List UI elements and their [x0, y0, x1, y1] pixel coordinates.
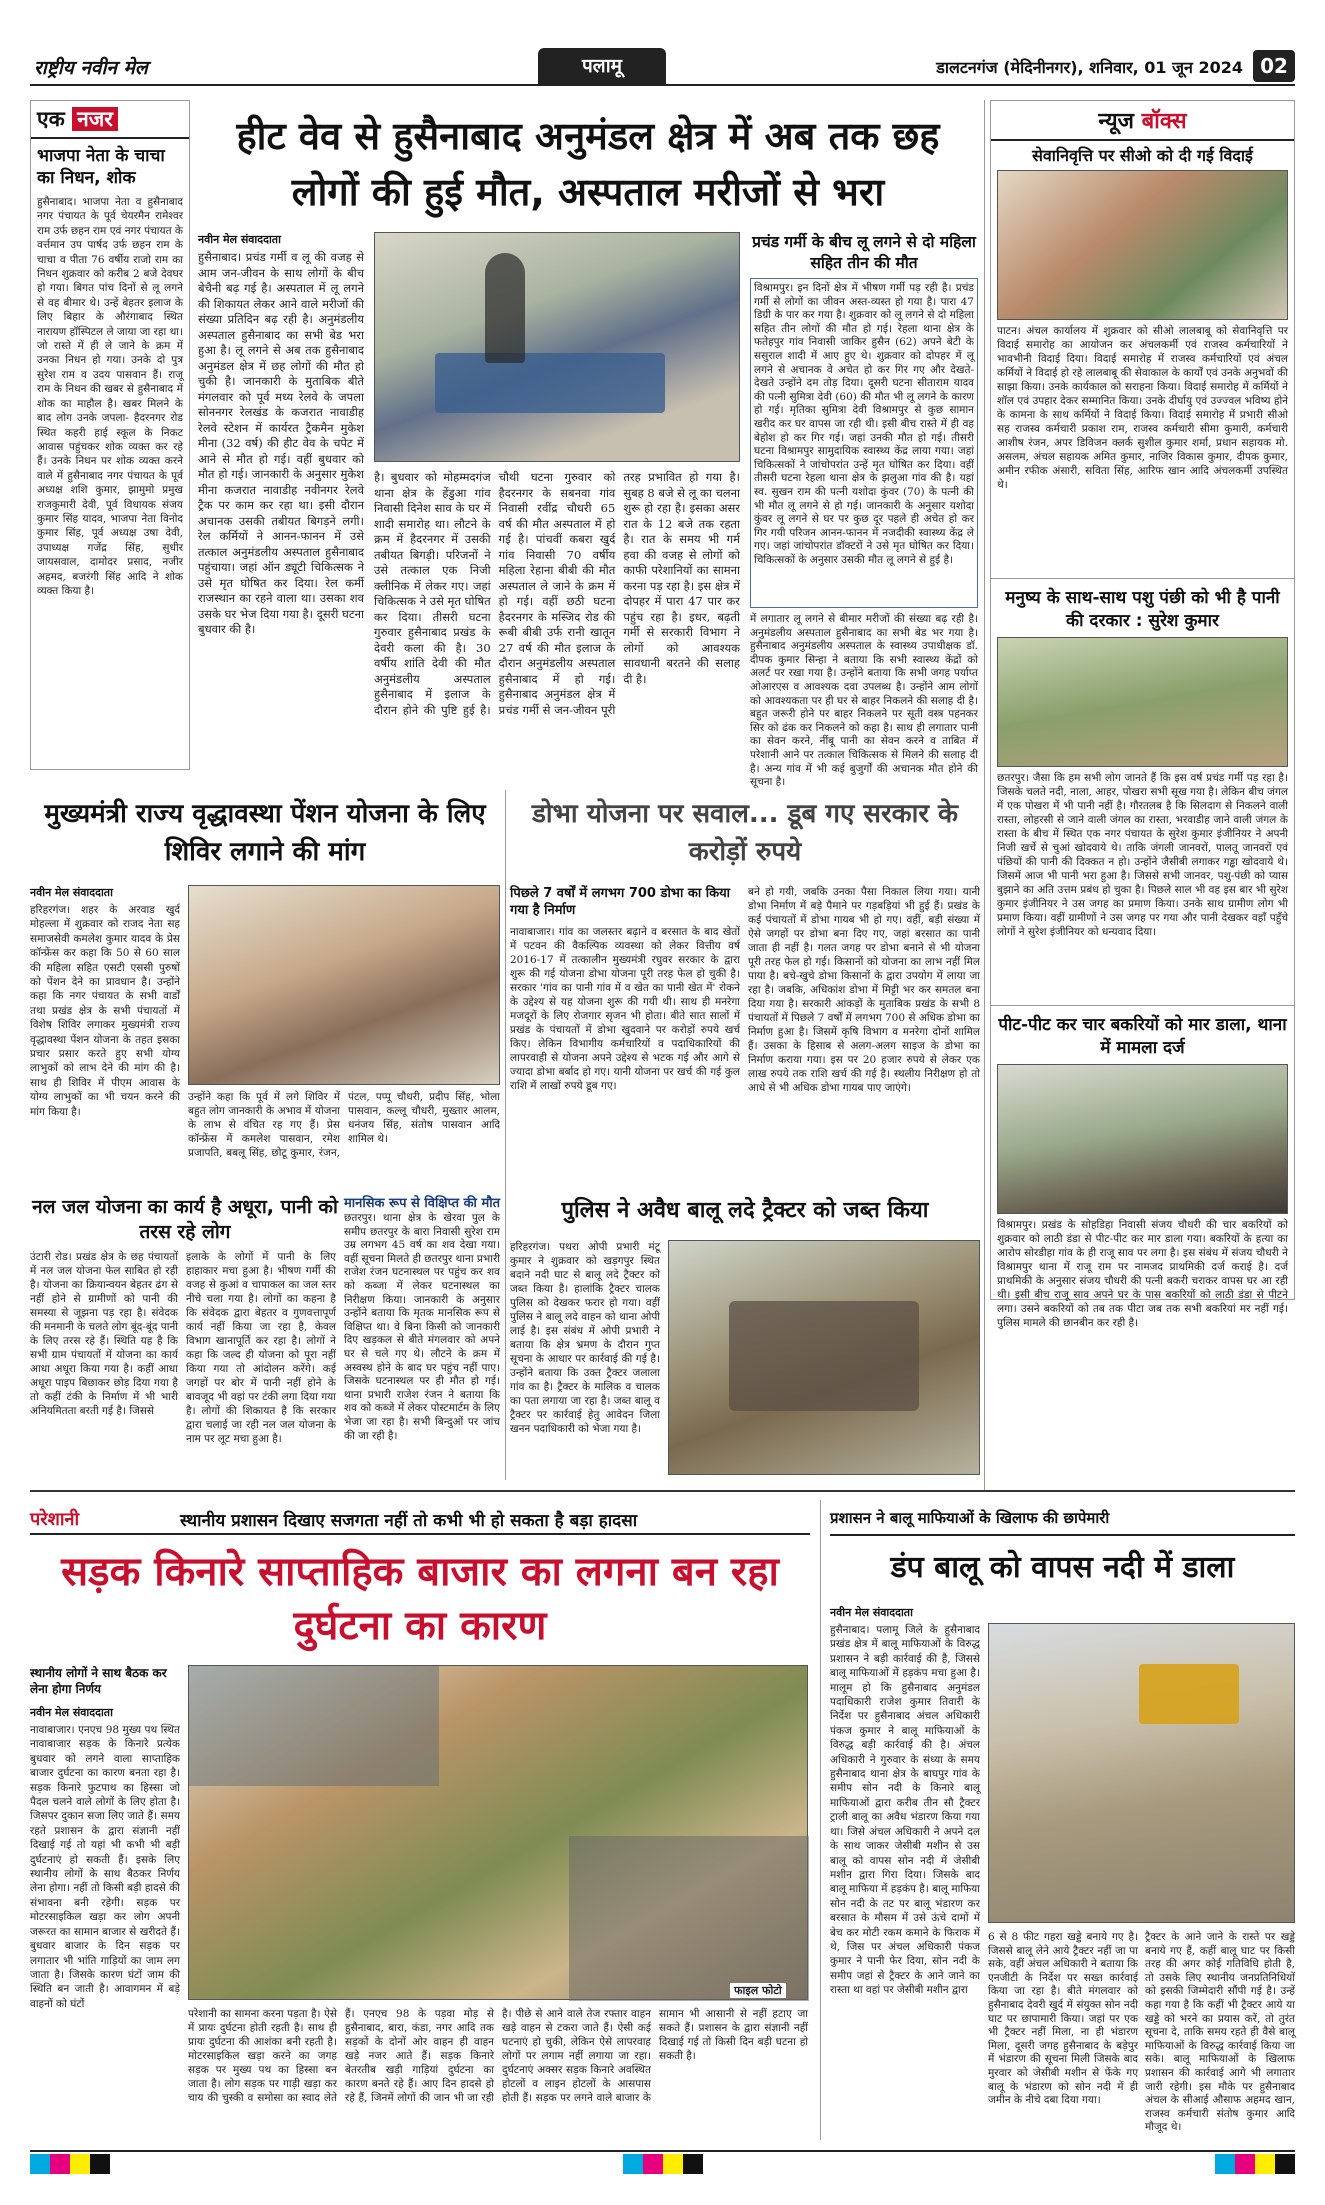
column-divider [820, 1500, 821, 2140]
column-divider [505, 790, 506, 1480]
main-body-col-2: है। बुधवार को मोहम्मदगंज थाना क्षेत्र के हेंडुआ गांव निवासी दिनेश साव के घर में शादी समारोह था। लौटने के क्रम में हैदरनगर में उसकी तबीयत बिगड़ी। परिजनों ने उसे तत्काल एक निजी क्लीनिक में लेकर गए। जहां चिकित्सक ने उसे मृत घोषित कर दिया। तीसरी घटना गुरुवार हुसैनाबाद प्रखंड के देवरी कला की है। 30 वर्षीय शांति देवी की मौत अनुमंडलीय अस्पताल हुसैनाबाद में इलाज के दौरान होने की पुष्टि हुई है। चौथी घटना गुरुवार को हैदरनगर के सबनवा गांव निवासी रवींद्र चौधरी 65 वर्ष की मौत अस्पताल में हो गई है। पांचवीं कबरा खुर्द गांव निवासी 70 वर्षीय महिला रेहाना बीबी की मौत अस्पताल ले जाने के क्रम में हो गई। वहीं छठी घटना हैदरनगर के मस्जिद रोड की रूबी बीबी उर्फ रानी खातून 27 वर्ष की मौत इलाज के दौरान अनुमंडलीय अस्पताल हुसैनाबाद में हो गई। हुसैनाबाद अनुमंडल क्षेत्र में प्रचंड गर्मी से जन-जीवन पूरी तरह प्रभावित हो गया है। सुबह 8 बजे से लू का चलना शुरू हो रहा है। इसका असर रात के 12 बजे तक रहता है। रात के समय भी गर्म हवा की वजह से लोगों को काफी परेशानियों का सामना करना पड़ रहा है। इस क्षेत्र में दोपहर में पारा 47 पार कर पहुंच रहा है। इधर, बढ़ती गर्मी से सरकारी विभाग ने लोगों को आवश्यक सावधानी बरतने की सलाह दी है। [374, 470, 740, 717]
main-headline: हीट वेव से हुसैनाबाद अनुमंडल क्षेत्र में अब तक छह लोगों की हुई मौत, अस्पताल मरीजों से भरा [236, 114, 940, 214]
farewell-photo [997, 170, 1288, 320]
swatch-yellow [70, 2154, 90, 2174]
balu-body-3: ट्रैक्टर के आने जाने के रास्ते पर खड्डे बनाये गए हैं, कहीं बालू घाट पर किसी तरह की अगर कोई गतिविधि होती है, तो उसके लिए स्थानीय जनप्रतिनिधियों को इसकी जिम्मेदारी सौंपी गई है। उन्हें कहा गया है कि कहीं भी ट्रैक्टर आये या खड्डे को भरने का प्रयास करें, तो तुरंत सूचना दे, ताकि समय रहते ही वैसे बालू माफियाओं के विरुद्ध कार्रवाई किया जा सके। बालू माफियाओं के खिलाफ प्रशासन की कार्रवाई आगे भी लगातार जारी रहेगी। इस मौके पर हुसैनाबाद अंचल के सीआई औसाफ अहमद खान, राजस्व कर्मचारी संतोष कुमार आदि मौजूद थे। [1145, 1931, 1295, 2134]
news-box-label-1: न्यूज [1098, 109, 1134, 134]
bazaar-story [30, 1665, 810, 2135]
section-divider [30, 1490, 1295, 1492]
hospital-photo [374, 232, 740, 462]
news-box-label [991, 101, 1294, 141]
mental-body: छतरपुर। थाना क्षेत्र के खेरवा पुल के समीप छतरपुर के बारा निवासी सुरेश राम उम्र लगभग 45 वर्ष का शव देखा गया। वहीं सूचना मिलते ही छतरपुर थाना प्रभारी राजेश रंजन घटनास्थल पर पहुंच कर शव को कब्जा में लेकर घटनास्थल का निरीक्षण किया। जानकारी के अनुसार उन्होंने बताया कि मृतक मानसिक रूप से विक्षिप्त था। वे बिना किसी को जानकारी दिए खड़कल से बीते मंगलवार को अपने घर से चले गए थे। लौटने के क्रम में अस्वस्थ होने के बाद घर पहुंच नहीं पाए। जिसके घटनास्थल पर ही मौत हो गई। थाना प्रभारी राजेश रंजन ने बताया कि शव को कब्जे में लेकर पोस्टमार्टम के लिए भेजा जा रहा है। सभी बिन्दुओं पर जांच की जा रही है। [344, 1212, 500, 1442]
heat-sidebar-headline: प्रचंड गर्मी के बीच लू लगने से दो महिला सहित तीन की मौत [752, 233, 976, 272]
pension-headline: मुख्यमंत्री राज्य वृद्धावस्था पेंशन योजना के लिए शिविर लगाने की मांग [44, 799, 486, 867]
photo-jcb [1139, 1664, 1239, 1724]
water-photo [997, 637, 1288, 767]
page-number: 02 [1253, 50, 1295, 82]
bazaar-byline: नवीन मेल संवाददाता [30, 1706, 113, 1719]
masthead [30, 48, 1295, 86]
cmyk-swatches-center [623, 2154, 703, 2178]
heat-sidebar-body: विश्रामपुर। इन दिनों क्षेत्र में भीषण गर्मी पड़ रही है। प्रचंड गर्मी से लोगों का जीवन अस्त-व्यस्त हो गया है। पारा 47 डिग्री के पार कर गया है। शुक्रवार को लू लगने से दो महिला सहित तीन लोगों की मौत हो गई। रेहला थाना क्षेत्र के फतेहपुर गांव निवासी जाकिर हुसैन (62) अपने बेटी के ससुराल शादी में आए हुए थे। शुक्रवार को दोपहर में लू लगने से अचानक वे अचेत हो कर गिर गए और देखते-देखते उन्होंने दम तोड़ दिया। दूसरी घटना सीताराम यादव की पत्नी सुमित्रा देवी (60) की मौत भी लू लगने के कारण हो गई। मृतिका सुमित्रा देवी विश्रामपुर से कुछ सामान खरीद कर घर वापस जा रही थी। इसी बीच रास्ते में ही वह बेहोश हो कर गिर गई। जहां उनकी मौत हो गई। तीसरी घटना विश्रामपुर सामुदायिक स्वास्थ्य केंद्र लाया गया। जहां चिकित्सकों ने जांचोपरांत उन्हें मृत घोषित कर दिया। वहीं तीसरी घटना रेहला थाना क्षेत्र के झलुआ गांव की है। यहां स्व. सुखन राम की पत्नी यशोदा कुंवर (70) के पत्नी की भी मौत लू लगने से हो गई। जानकारी के अनुसार यशोदा कुंवर लू लगने से घर पर कुछ दूर पहले ही अचेत हो कर गिर गयी परिजन आनन-फानन में नजदीकी स्वास्थ्य केंद्र ले गए। जहां जांचोपरांत डॉक्टरों ने उसे मृत घोषित कर दिया। चिकित्सकों के अनुसार उसकी मौत लू लगने से हुई है। [750, 278, 978, 608]
tractor-photo [668, 1240, 980, 1475]
goats-headline: पीट-पीट कर चार बकरियों को मार डाला, थाना में मामला दर्ज [991, 1005, 1294, 1064]
water-body: छतरपुर। जैसा कि हम सभी लोग जानते हैं कि इस वर्ष प्रचंड गर्मी पड़ रहा है। जिसके चलते नदी, नाला, आहर, पोखरा सभी सूख गया है। लेकिन बीच जंगल में एक पोखरा में भी पानी नहीं है। गौरतलब है कि सिलदाग से निकलने वाली रास्ता, लोहरसी से जाने वाली जंगल का रास्ता, भरवाडीह जाने वाली जंगल के रास्ता के बीच में स्थित एक नगर पंचायत के सुरेश कुमार इंजीनियर ने अपनी निजी खर्चे से चुआं खोदवाये थे। ताकि जंगली जानवरों, पालतू जानवरों एवं पंछियों की पानी की दिक्कत न हो। उन्होंने जैसीबी लगाकर गड्ढा खोदवाये थे। जिसमें आज भी पानी भरा हुआ है। जिससे सभी जानवर, पशु-पंछी को प्यास बुझाने का अति उत्तम प्रबंध हो चुका है। पिछले साल भी वह इस बार भी सुरेश कुमार इंजीनियर ने उस जगह का प्रमाण किया। उनके साथ ग्रामीण लोग भी प्रमाण किया। वहीं ग्रामीणों ने उस जगह पर गया और पानी देखकर वहाँ पहुँचे लोगों ने सुरेश इंजीनियर को धन्यवाद दिया। [997, 772, 1288, 939]
main-story [198, 232, 743, 772]
mental-headline: मानसिक रूप से विक्षिप्त की मौत [344, 1196, 500, 1211]
balu-story [830, 1605, 1295, 2135]
cmyk-swatches-left [30, 2154, 110, 2178]
column-divider [984, 100, 985, 1490]
swatch-yellow [663, 2154, 683, 2174]
farewell-headline: सेवानिवृत्ति पर सीओ को दी गई विदाई [1032, 146, 1253, 165]
tractor-headline: पुलिस ने अवैध बालू लदे ट्रैक्टर को जब्त किया [561, 1198, 929, 1223]
pension-photo [188, 885, 500, 1085]
dobha-kicker: पिछले 7 वर्षों में लगभग 700 डोभा का किया गया है निर्माण [510, 886, 730, 918]
swatch-cyan [623, 2154, 643, 2174]
bazaar-kicker: स्थानीय प्रशासन दिखाए सजगता नहीं तो कभी भी हो सकता है बड़ा हादसा [180, 1511, 638, 1531]
bazaar-photo [188, 1665, 808, 2000]
cmyk-swatches-right [1215, 2154, 1295, 2178]
dobha-story [510, 885, 980, 1185]
swatch-black [1275, 2154, 1295, 2174]
bazaar-kicker-bar [30, 1505, 810, 1535]
bazaar-headline: सड़क किनारे साप्ताहिक बाजार का लगना बन रहा दुर्घटना का कारण [61, 1549, 779, 1649]
tractor-body: हरिहरगंज। पथरा ओपी प्रभारी मंटू कुमार ने शुक्रवार को खड़गपुर स्थित बदाने नदी घाट से बालू लदे ट्रैक्टर को जब्त किया है। हालांकि ट्रैक्टर चालक पुलिस को देखकर फरार हो गया। वहीं पुलिस ने बालू लदे वाहन को थाना ओपी लाई है। इस संबंध में ओपी प्रभारी ने बताया कि क्षेत्र भ्रमण के दौरान गुप्त सूचना के आधार पर कार्रवाई की गई है। उन्होंने बताया कि उक्त ट्रैक्टर जलाला गांव का है। ट्रैक्टर के मालिक व चालक का पता लगाया जा रहा है। जब्त बालू व ट्रैक्टर पर कार्रवाई हेतु आवेदन जिला खनन पदाधिकारी को भेजा गया है। [510, 1241, 660, 1435]
swatch-cyan [30, 2154, 50, 2174]
main-byline: नवीन मेल संवाददाता [198, 233, 281, 246]
swatch-cyan [1215, 2154, 1235, 2174]
ek-nazar-label [31, 101, 189, 139]
nal-jal-body-2: इलाके के लोगों में पानी के लिए हाहाकार मचा हुआ है। भीषण गर्मी की वजह से कुआं व चापाकल का जल स्तर नीचे चला गया है। लोगों का कहना है कि संवेदक द्वारा बेहतर व गुणवत्तापूर्ण कार्य नहीं किया जा रहा है, केवल विभाग खानापूर्ति कर रहा है। लोगों ने कहा कि जल्द ही योजना को पूरा नहीं किया गया तो आंदोलन करेंगे। कई जगहों पर बोर में पानी नहीं होने के बावजूद भी वहां पर टंकी लगा दिया गया है। लोगों की शिकायत है कि सरकार द्वारा चलाई जा रही नल जल योजना के नाम पर लूट मचा हुआ है। [186, 1251, 336, 1445]
nal-jal-headline: नल जल योजना का कार्य है अधूरा, पानी को तरस रहे लोग [32, 1196, 338, 1243]
water-headline: मनुष्य के साथ-साथ पशु पंछी को भी है पानी की दरकार : सुरेश कुमार [991, 578, 1294, 637]
swatch-magenta [50, 2154, 70, 2174]
swatch-black [683, 2154, 703, 2174]
goats-body: विश्रामपुर। प्रखंड के सोहडिहा निवासी संजय चौधरी की चार बकरियों को शुक्रवार को लाठी डंडा से पीट-पीट कर मार डाला गया। बकरियों के हत्या का आरोप सोरडीहा गांव के ही राजू साव पर लगा है। इस संबंध में संजय चौधरी ने विश्रामपुर थाना में राजू राम पर नामजद प्राथमिकी दर्ज कराई है। दर्ज प्राथमिकी के अनुसार संजय चौधरी की पत्नी बकरी चराकर वापस घर आ रही थी। इसी बीच राजू साव अपने घर के पास बकरियों को लाठी डंडा से पीटने लगा। उसने बकरियों को तब तक पीटा जब तक सभी बकरियां मर नहीं गई। पुलिस मामले की छानबीन कर रही है। [997, 1219, 1288, 1330]
section-tab [538, 48, 666, 84]
goats-photo [997, 1064, 1288, 1214]
farewell-body: पाटन। अंचल कार्यालय में शुक्रवार को सीओ लालबाबू को सेवानिवृत्ति पर विदाई समारोह का आयोजन कर अंचलकर्मी एवं राजस्व कर्मचारियों ने भावभीनी विदाई दिया। विदाई समारोह में राजस्व कर्मचारियों एवं अंचल कर्मियों ने विदाई हो रहे लालबाबू की सेवाकाल के कार्यों एवं उनके अनुभवों की साझा किया। उनके कार्यकाल को सराहना किया। विदाई समारोह में कर्मियों ने शॉल एवं उपहार देकर सम्मानित किया। उनके दीर्घायु एवं उज्ज्वल भविष्य होने के कामना के साथ कर्मियों ने विदाई किया। विदाई समारोह में प्रभारी सीओ सह राजस्व कर्मचारी प्रकाश राम, राजस्व कर्मचारी सीमा कुमारी, कर्मचारी आशीष रंजन, अपर डिविजन क्लर्क सुशील कुमार शर्मा, प्रधान सहायक मो. असलम, अंचल सहायक अमित कुमार, नाजिर विकास कुमार, दीपक कुमार, अमीन रफीक अंसारी, सविता सिंह, आरिफ खान आदि अंचलकर्मी उपस्थित थे। [997, 325, 1288, 492]
dobha-body-2: बने हो गयी, जबकि उनका पैसा निकाल लिया गया। यानी डोभा निर्माण में बड़े पैमाने पर गड़बड़ियां भी हुई हैं। प्रखंड के कई पंचायतों में डोभा गायब भी हो गए। वहीं, बड़ी संख्या में ऐसे जगहों पर डोभा बना दिए गए, जहां बरसात का पानी जाता ही नहीं है। गलत जगह पर डोभा बनाने से भी योजना पूरी तरह फेल हो गई। किसानों को योजना का लाभ नहीं मिल पाया है। बचे-खुचे डोभा किसानों के द्वारा उपयोग में लाया जा रहा है। जबकि, अधिकांश डोभा में मिट्टी भर कर समतल बना दिया गया है। सरकारी आंकड़ों के मुताबिक प्रखंड के सभी 8 पंचायतों में पिछले 7 वर्षों में लगभग 700 से अधिक डोभा का निर्माण हुआ है। जिसमें कृषि विभाग व मनरेगा दोनों शामिल हैं। उसका के हिसाब से अलग-अलग साइज के डोभा का निर्माण कराया गया। इस पर 20 हजार रुपये से लेकर एक लाख रुपये तक राशि खर्च की गई है। स्थलीय निरीक्षण हो तो आधे से भी अधिक डोभा गायब पाए जाएंगे। [748, 886, 980, 1094]
swatch-magenta [643, 2154, 663, 2174]
ek-nazar-label-1: एक [37, 107, 65, 131]
photo-patient-bed [435, 353, 665, 413]
dobha-headline: डोभा योजना पर सवाल... डूब गए सरकार के करोड़ों रुपये [531, 799, 958, 867]
registration-bar [30, 2150, 1295, 2176]
pension-byline: नवीन मेल संवाददाता [30, 886, 113, 899]
photo-tractor-trailer [729, 1301, 919, 1411]
main-body-col-1: हुसैनाबाद। प्रचंड गर्मी व लू की वजह से आम जन-जीवन के साथ लोगों के बीच बेचैनी बढ़ गई है। अस्पताल में लू लगने की शिकायत लेकर आने वाले मरीजों की संख्या प्रतिदिन बढ़ रही है। अनुमंडलीय अस्पताल हुसैनाबाद का सभी बेड भरा हुआ है। लू लगने से अब तक हुसैनाबाद अनुमंडल क्षेत्र में छह लोगों की मौत हो चुकी है। जानकारी के मुताबिक बीते मंगलवार को पूर्व मध्य रेलवे के जपला सोननगर रेलखंड के कजरात नावाडीह रेलवे स्टेशन में कार्यरत ट्रैकमैन मुकेश मीना (32 वर्ष) की हीट वेव के चपेट में आने से मौत हो गई। वहीं बुधवार को मौत हो गई। जानकारी के अनुसार मुकेश मीना कजरात नावाडीह नवीनगर रेलवे ट्रैक पर काम कर रहा था। इसी दौरान अचानक उसकी तबीयत बिगड़ने लगी। रेल कर्मियों ने आनन-फानन में उसे तत्काल अनुमंडलीय अस्पताल हुसैनाबाद पहुंचाया। जहां ऑन ड्यूटी चिकित्सक ने उसे मृत घोषित कर दिया। रेल कर्मी राजस्थान का रहने वाला था। उसका शव उसके घर भेज दिया गया है। दूसरी घटना बुधवार की है। [198, 250, 364, 636]
bazaar-body: नावाबाजार। एनएच 98 मुख्य पथ स्थित नावाबाजार सड़क के किनारे प्रत्येक बुधवार को लगने वाला साप्ताहिक बाजार दुर्घटना का कारण बनता रहा है। सड़क किनारे फुटपाथ का हिस्सा जो पैदल चलने वाले लोगों के लिए होता है। जिसपर दुकान सजा लिए जाते हैं। समय रहते प्रशासन के द्वारा संज्ञानी नहीं दिखाई गई तो यहां भी कभी भी बड़ी दुर्घटनाएं हो सकती हैं। इसके लिए स्थानीय लोगों के साथ बैठकर निर्णय लेना होगा। नहीं तो किसी बड़ी हादसे की संभावना बनी रहेगी। सड़क पर मोटरसाइकिल खड़ा कर लोग अपनी जरूरत का सामान बाजार से खरीदते हैं। बुधवार बाजार के दिन सड़क पर लगातार भी भांति गाड़ियों का जाम लग जाता है। जिसके कारण घंटों जाम की स्थिति बन जाती है। आवागमन में बड़े वाहनों को घंटों [30, 1724, 180, 2010]
photo-market-canopy [189, 1666, 439, 1786]
heat-sidebar [750, 232, 978, 789]
dobha-body: नावाबाजार। गांव का जलस्तर बढ़ाने व बरसात के बाद खेतों में पटवन की वैकल्पिक व्यवस्था को लेकर वित्तीय वर्ष 2016-17 में तत्कालीन मुख्यमंत्री रघुवर सरकार के द्वारा शुरू की गई योजना डोभा योजना पूरी तरह फेल हो चुकी है। सरकार 'गांव का पानी गांव में व खेत का पानी खेत में' रोकने के उद्देश्य से यह योजना शुरू की गयी थी। साथ ही मनरेगा मजदूरों के लिए रोजगार सृजन भी होता। बीते सात सालों में प्रखंड के पंचायतों में डोभा खुदवाने पर करोड़ों रुपये खर्च किए। लेकिन विभागीय कर्मचारियों व पदाधिकारियों की लापरवाही से योजना अपने उद्देश्य से भटक गई और आगे से ज्यादा डोभा बर्बाद हो गए। यानी योजना पर खर्च की गई कुल राशि में लाखों रुपये डूब गए। [510, 926, 740, 1092]
nal-jal-body: उंटारी रोड। प्रखंड क्षेत्र के छह पंचायतों में नल जल योजना फेल साबित हो रही है। योजना का क्रियान्वयन बेहतर ढंग से नहीं होने से ग्रामीणों को पानी की समस्या से जूझना पड़ रहा है। संवेदक की मनमानी के चलते लोग बूंद-बूंद पानी के लिए तरस रहे हैं। स्थिति यह है कि सभी ग्राम पंचायतों में योजना का कार्य आधा अधूरा किया गया है। कहीं आधा अधूरा पाइप बिछाकर छोड़ दिया गया है तो कहीं टंकी के निर्माण में भी भारी अनियमितता बरती गई है। जिससे [30, 1251, 178, 1417]
news-box [990, 100, 1295, 1330]
swatch-yellow [1255, 2154, 1275, 2174]
pension-caption: उन्होंने कहा कि पूर्व में लगे शिविर में बहुत लोग जानकारी के अभाव में योजना के लाभ से वंचित रह गए हैं। प्रेस कॉन्फ्रेंस में कमलेश पासवान, रमेश प्रजापति, बबलू सिंह, छोटू कुमार, रंजन, पंटल, पप्पू चौधरी, प्रदीप सिंह, भोला पासवान, कल्लू चौधरी, मुख्तार आलम, धनंजय सिंह, संतोष पासवान आदि शामिल थे। [188, 1091, 500, 1159]
balu-body-2: 6 से 8 फीट गहरा खड्डे बनाये गए है। जिससे बालू लेने आये ट्रैक्टर नहीं जा पा सके, वहीं अंचल अधिकारी ने बताया कि एनजीटी के निर्देश पर सख्त कार्रवाई किया जा रहा है। बीते मंगलवार को हुसैनाबाद देवरी खुर्द में संयुक्त सोन नदी घाट पर छापामारी किया। जहां पर एक भी ट्रैक्टर नहीं मिला, ना ही भंडारण मिला, दूसरी जगह हुसैनाबाद के बड़ेपुर में भंडारण की सूचना मिली जिसके बाद मुरवार को जेसीबी मशीन से फेंके गए बालू के भंडारण को सोन नदी में ही जमीन के नीचे दबा दिया गया। [988, 1931, 1138, 2107]
swatch-black [90, 2154, 110, 2174]
balu-photo [988, 1623, 1295, 1923]
photo-road [569, 1836, 809, 2001]
swatch-magenta [1235, 2154, 1255, 2174]
dateline: डालटनगंज (मेदिनीनगर), शनिवार, 01 जून 2024 [936, 58, 1243, 77]
heat-sidebar-body-2: में लगातार लू लगने से बीमार मरीजों की संख्या बढ़ रही है। अनुमंडलीय अस्पताल हुसैनाबाद का सभी बेड भर गया है। हुसैनाबाद अनुमंडलीय अस्पताल के स्वास्थ्य उपाधीक्षक डॉ. दीपक कुमार सिन्हा ने बताया कि सभी स्वास्थ्य केंद्रों को अलर्ट पर रखा गया है। उन्होंने बताया कि सभी जगह पर्याप्त ओआरएस व आवश्यक दवा उपलब्ध है। उन्होंने आम लोगों को आवश्यकता पर ही घर से बाहर निकलने की सलाह दी है। बहुत जरूरी होने पर बाहर निकलने पर सूती वस्त्र पहनकर सिर को ढंक कर निकलने को कहा है। साथ ही लगातार पानी का सेवन करने, नींबू पानी का सेवन करने व ताबित में परेशानी आने पर तत्काल चिकित्सक से मिलने की सलाह दी है। अन्य गांव में भी कई बुजुर्गों की अचानक मौत होने की सूचना है। [750, 613, 978, 789]
bazaar-subhead: स्थानीय लोगों ने साथ बैठक कर लेना होगा निर्णय [30, 1666, 167, 1696]
pension-body: हरिहरगंज। शहर के अरवाड खुर्द मोहल्ला में शुक्रवार को राजद नेता सह समाजसेवी कमलेश कुमार यादव के प्रेस कॉन्फ्रेंस कर कहा कि 50 से 60 साल की महिला सहित एसटी एससी पुरुषों को पेंशन देने का प्रावधान है। उन्होंने कहा कि नगर पंचायत के सभी वार्डों तथा प्रखंड क्षेत्र के सभी पंचायतों में विशेष शिविर लगाकर मुख्यमंत्री राज्य वृद्धावस्था पेंशन योजना के तहत इसका प्रचार प्रसार करते हुए सभी योग्य लाभुकों को लाभ देने की मांग की है। साथ ही शिविर में पीएम आवास के योग्य लाभुकों का भी चयन करने की मांग किया है। [30, 904, 180, 1118]
section-title: पलामू [582, 55, 622, 77]
balu-headline: डंप बालू को वापस नदी में डाला [890, 1550, 1235, 1585]
ek-nazar-label-2: नजर [72, 107, 118, 131]
news-box-label-2: बॉक्स [1141, 109, 1187, 134]
ek-nazar-column [30, 100, 190, 770]
balu-body: हुसैनाबाद। पलामू जिले के हुसैनाबाद प्रखंड क्षेत्र में बालू माफियाओं के विरुद्ध प्रशासन ने बड़ी कार्रवाई की है, जिससे बालू माफियाओं में हड़कंप मचा हुआ है। मालूम हो कि हुसैनाबाद अनुमंडल पदाधिकारी राजेश कुमार तिवारी के निर्देश पर हुसैनाबाद अंचल अधिकारी पंकज कुमार ने बालू माफियाओं के विरुद्ध बड़ी कार्रवाई की है। अंचल अधिकारी ने गुरुवार के संध्या के समय हुसैनाबाद थाना क्षेत्र के बाघपुर गांव के समीप सोन नदी के किनारे बालू माफियाओं द्वारा करीब तीन सौ ट्रैक्टर ट्राली बालू का अवैध भंडारण किया गया था। जिसे अंचल अधिकारी ने अपने दल के साथ जाकर जेसीबी मशीन से उस बालू को वापस सोन नदी में जेसीबी मशीन द्वारा गिरा दिया। जिसके बाद बालू माफिया में हड़कंप है। बालू माफिया सोन नदी के तट पर बालू भंडारण कर बरसात के मौसम में उसे ऊंचे दामों में बेच कर मोटी रकम कमाने के फिराक में थे, जिस पर अंचल अधिकारी पंकज कुमार ने पानी फेर दिया, सोन नदी के समीप जहां से ट्रैक्टर के आने जाने का रास्ता था वहां पर जेसीबी मशीन द्वारा [830, 1624, 980, 1997]
balu-kicker: प्रशासन ने बालू माफियाओं के खिलाफ की छापेमारी [830, 1508, 1295, 1536]
bazaar-body-2: परेशानी का सामना करना पड़ता है। ऐसे में प्रायः दुर्घटना होती रहती है। साथ ही प्रायः दुर्घटना की आशंका बनी रहती है। मोटरसाइकिल खड़ा करने का जगह सड़क पर मुख्य पथ का हिस्सा बन जाता है। लोग सड़क पर गाड़ी खड़ा कर चाय की चुस्की व समोसा का स्वाद लेते हैं। एनएच 98 के पड़वा मोड़ से हुसैनाबाद, बारा, कंडा, नगर आदि तक सड़कों के दोनों ओर वाहन ही वाहन खड़े नजर आते हैं। सड़क किनारे बेतरतीब खड़ी गाड़ियां दुर्घटना का कारण बनते रहे हैं। आए दिन हादसे हो रहे हैं, जिनमें लोगों की जान भी जा रही है। पीछे से आने वाले तेज रफ्तार वाहन खड़े वाहन से टकरा जाते हैं। ऐसी कई घटनाएं हो चुकी, लेकिन ऐसे लापरवाह लोगों पर लगाम नहीं लगाया जा रहा। दुर्घटनाएं अक्सर सड़क किनारे अवस्थित होटलों व लाइन होटलों के आसपास होती हैं। सड़क पर लगने वाले बाजार के सामान भी आसानी से नहीं हटाए जा सकते हैं। प्रशासन के द्वारा संज्ञानी नहीं दिखाई गई तो किसी दिन बड़ी घटना हो सकती है। [188, 2008, 808, 2104]
ek-nazar-headline: भाजपा नेता के चाचा का निधन, शोक [37, 146, 165, 188]
pension-story [30, 885, 500, 1185]
bazaar-kicker-label: परेशानी [30, 1509, 80, 1530]
balu-byline: नवीन मेल संवाददाता [830, 1606, 913, 1619]
masthead-paper-name: राष्ट्रीय नवीन मेल [34, 57, 148, 79]
mental-story [344, 1195, 500, 1475]
photo-person [485, 253, 525, 363]
bazaar-caption: फाइल फोटो [730, 1983, 786, 1998]
ek-nazar-body: हुसैनाबाद। भाजपा नेता व हुसैनाबाद नगर पंचायत के पूर्व चेयरमैन रामेश्वर राम उर्फ छहन राम एवं नगर पंचायत के वर्त्तमान उप पार्षद उर्फ छहन राम के चाचा व पीता 76 वर्षीय राजो राम का निधन शुक्रवार को करीब 2 बजे देवघर हो गया। बिगत पांच दिनों से लू लगने से वह बीमार थे। उन्हें बेहतर इलाज के लिए बिहार के औरंगाबाद स्थित नारायण हॉस्पिटल ले जाया जा रहा था। जो रास्ते में ही ले जाने के क्रम में उनका निधन हो गया। उनके दो पुत्र सुरेश राम व उदय पासवान हैं। राजू राम के निधन की खबर से हुसैनाबाद में शोक का माहौल है। खबर मिलने के बाद लोग उनके जपला- हैदरनगर रोड स्थित कहरी हाई स्कूल के निकट आवास पहुंचकर शोक व्यक्त कर रहे हैं। उनके निधन पर शोक व्यक्त करने वाले में हुसैनाबाद नगर पंचायत के पूर्व अध्यक्ष शशि कुमार, झामुमो प्रमुख राजकुमारी देवी, पूर्व विधायक संजय कुमार सिंह यादव, भाजपा नेता विनोद कुमार सिंह, पूर्व अध्यक्ष उषा देवी, उपाध्यक्ष गजेंद्र सिंह, सुधीर जायसवाल, दामोदर प्रसाद, नजीर अहमद, बजरंगी सिंह आदि ने शोक व्यक्त किया है। [37, 196, 183, 597]
